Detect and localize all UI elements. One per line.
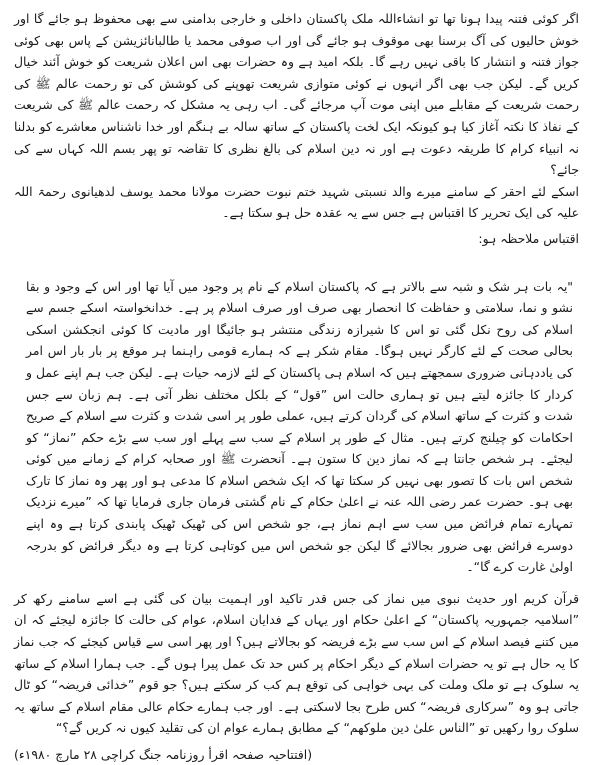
block-quote: "یہ بات ہر شک و شبہ سے بالاتر ہے کہ پاکستان اسلام کے نام پر وجود میں آیا تھا اور اس کے وجود و بقا نشو و نما، سلامتی و حفاظت کا انحصار بھی صرف اور صرف اسلام پر ہے۔ خدانخواستہ اسکے جسم سے اسلام کی روح نکل گئی تو اس کا شیرازہ زندگی منتشر ہو جائیگا اور مادیت کا کوئی انجکشن اسکی بحالی صحت کے لئے کارگر نہیں ہوگا۔ مقام شکر ہے کہ ہمارے قومی راہنما ہر موقع پر بار بار اس امر کی یاددہانی ضروری سمجھتے ہیں کہ اسلام ہی پاکستان کے لئے لازمہ حیات ہے۔ لیکن جب ہم اپنے عمل و کردار کا جائزہ لیتے ہیں تو ہماری حالت اس ”قول“ کے بلکل مختلف نظر آتی ہے۔ ہم زبان سے جس شدت و کثرت کے ساتھ اسلام کی گردان کرتے ہیں، عملی طور پر اسی شدت و کثرت سے اسلام کے صریح احکامات کو چیلنج کرتے ہیں۔ مثال کے طور پر اسلام کے سب سے پہلے اور سب سے بڑے حکم ”نماز“ کو لیجئے۔ ہر شخص جانتا ہے کہ نماز دین کا ستون ہے۔ آنحضرت ﷺ اور صحابہ کرام کے زمانے میں کوئی شخص اس بات کا تصور بھی نہیں کر سکتا تھا کہ ایک شخص اسلام کا مدعی ہو اور پھر وہ نماز کا تارک بھی ہو۔ حضرت عمر رضی اللہ عنہ نے اعلیٰ حکام کے نام گشتی فرمان جاری فرمایا تھا کہ ”میرے نزدیک تمہارے تمام فرائض میں سب سے اہم نماز ہے، جو شخص اس کی ٹھیک ٹھیک پابندی کرتا ہے وہ اپنے دوسرے فرائض بھی ضرور بجالائے گا لیکن جو شخص اس میں کوتاہی کرتا ہے وہ دیگر فرائض کو بدرجہ اولیٰ غارت کرے گا“۔: [26, 278, 573, 575]
opening-paragraph: اگر کوئی فتنہ پیدا ہونا تھا تو انشاءاللہ ملک پاکستان داخلی و خارجی بدامنی سے بھی محفوظ ہو جائے گا اور خوش حالیوں کی آگ برسنا بھی موقوف ہو جائے گی اور اب صوفی محمد یا طالبانائزیشن کے پاس بھی کوئی جواز فتنہ و انتشار کا باقی نہیں رہے گا۔ بلکہ امید ہے وہ حضرات بھی اس اعلان شریعت کو خوش آئند خیال کریں گے۔ لیکن جب بھی اگر انہوں نے کوئی متوازی شریعت تھوپنے کی کوشش کی تو رحمت عالم ﷺ کی رحمت شریعت کے مقابلے میں اپنی موت آپ مرجائے گی۔ اب رہی یہ مشکل کہ رحمت عالم ﷺ کی شریعت کے نفاذ کا نکتہ آغاز کیا ہو کیونکہ ایک لخت پاکستان کے ساتھ سالہ بے ہنگم اور خدا ناشناس معاشرے کو بدلنا نہ انبیاء کرام کا طریقہ دعوت ہے اور نہ دین اسلام کی بالغ نظری کا تقاضہ تو پھر بسم اللہ کہاں سے کی جائے؟: [14, 11, 579, 178]
article-page: [14, 6, 579, 762]
closing-paragraph: قرآن کریم اور حدیث نبوی میں نماز کی جس قدر تاکید اور اہمیت بیان کی گئی ہے اسے سامنے رکھ کر ”اسلامیہ جمہوریہ پاکستان“ کے اعلیٰ حکام اور یہاں کے فدایان اسلام، عوام کی حالت کا جائزہ لیجئے کہ ان میں کتنے فیصد اسلام کے اس سب سے بڑے فریضہ کو بجالاتے ہیں؟ اور پھر اسی سے قیاس کیجئے کہ جب نماز کا یہ حال ہے تو یہ حضرات اسلام کے دیگر احکام پر کس حد تک عمل پیرا ہوں گے۔ جب ہمارا اسلام کے ساتھ یہ سلوک ہے تو ملک وملت کی بہی خواہی کی توقع ہم کب کر سکتے ہیں؟ جو قوم ”خدائی فریضہ“ کو ٹال جاتی ہو وہ ”سرکاری فریضہ“ کس طرح بجا لاسکتی ہے۔ اور جب ہمارے حکام عالی مقام اسلام کے ساتھ یہ سلوک روا رکھیں تو ”الناس علیٰ دین ملوکھم“ کے مطابق ہمارے عوام ان کی تقلید کیوں نہ کریں گے؟“: [14, 590, 579, 736]
reference-paragraph: اسکے لئے احقر کے سامنے میرے والد نسبتی شہید ختم نبوت حضرت مولانا محمد یوسف لدھیانوی رحمۃ اللہ علیہ کی ایک تحریر کا اقتباس ہے جس سے یہ عقدہ حل ہو سکتا ہے۔: [14, 183, 579, 221]
quote-heading: اقتباس ملاحظہ ہو:: [478, 230, 579, 246]
source-citation: (افتتاحیہ صفحہ اقرأ روزنامہ جنگ کراچی ۲۸ مارچ ۱۹۸۰ء): [14, 747, 313, 762]
